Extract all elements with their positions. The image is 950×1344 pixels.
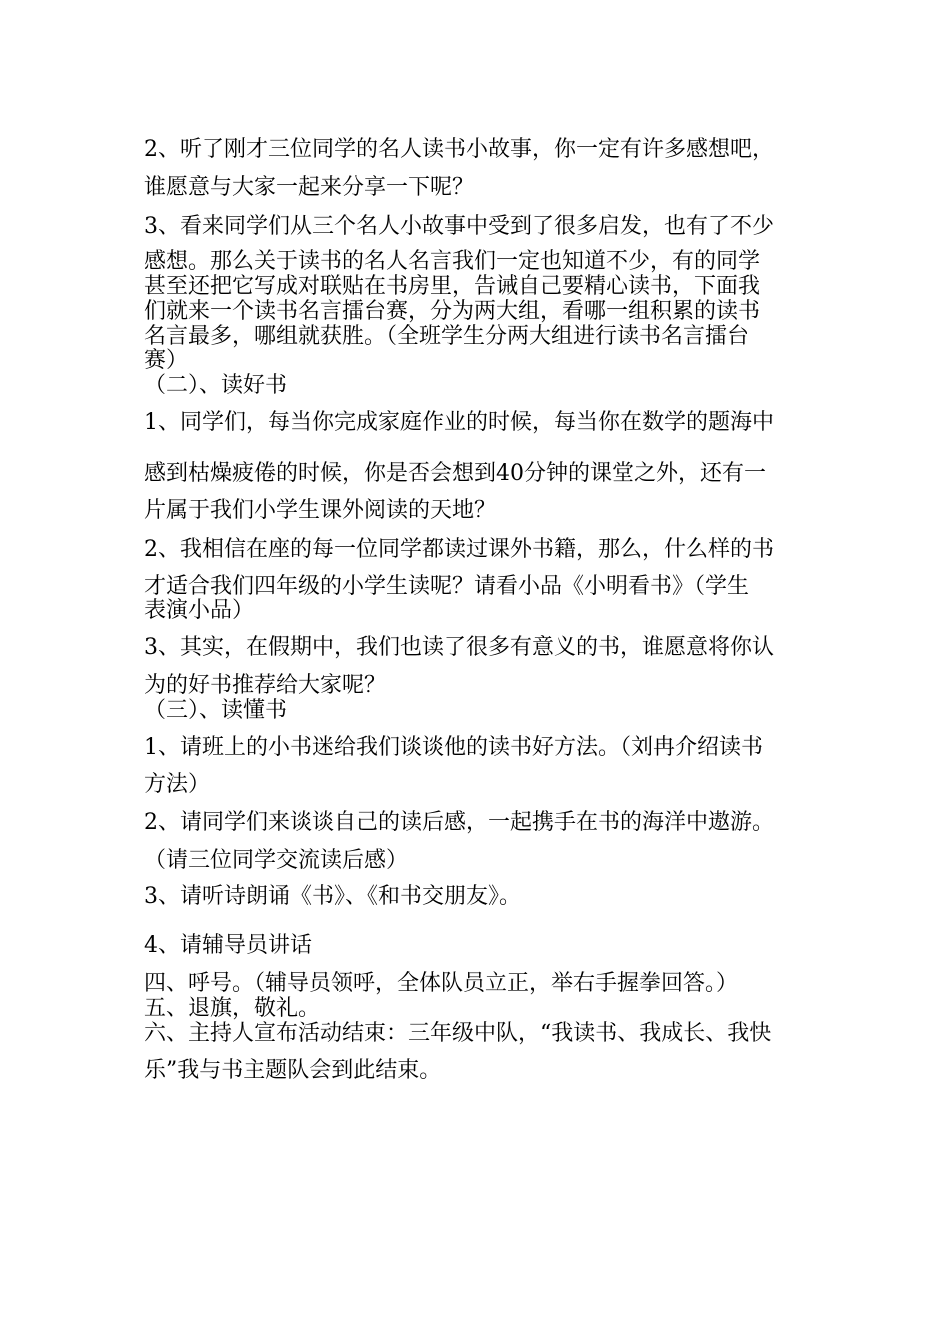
text-line: 谁愿意与大家一起来分享一下呢？ [144, 175, 475, 200]
text-line: 感到枯燥疲倦的时候，你是否会想到40分钟的课堂之外，还有一 [144, 461, 766, 486]
text-line: 3、看来同学们从三个名人小故事中受到了很多启发，也有了不少 [144, 214, 774, 239]
text-line: 3、其实，在假期中，我们也读了很多有意义的书，谁愿意将你认 [144, 635, 774, 660]
text-line: 为的好书推荐给大家呢？ [144, 673, 387, 698]
text-line: 2、听了刚才三位同学的名人读书小故事，你一定有许多感想吧， [144, 137, 774, 162]
text-line: 2、我相信在座的每一位同学都读过课外书籍，那么，什么样的书 [144, 537, 774, 562]
text-line: 4、请辅导员讲话 [144, 933, 312, 958]
text-line: 甚至还把它写成对联贴在书房里，告诫自己要精心读书，下面我 [144, 274, 761, 299]
text-line: 们就来一个读书名言擂台赛，分为两大组，看哪一组积累的读书 [144, 299, 761, 324]
text-line: 六、主持人宣布活动结束：三年级中队，“我读书、我成长、我快 [144, 1021, 772, 1046]
text-line: 乐”我与书主题队会到此结束。 [144, 1058, 442, 1083]
text-line: 3、请听诗朗诵《书》、《和书交朋友》。 [144, 884, 521, 909]
text-line: （请三位同学交流读后感） [144, 848, 409, 873]
text-line: 1、请班上的小书迷给我们谈谈他的读书好方法。（刘冉介绍读书 [144, 735, 763, 760]
text-line: 四、呼号。（辅导员领呼，全体队员立正，举右手握拳回答。） [144, 971, 739, 996]
text-line: 方法） [144, 772, 211, 797]
text-line: 五、退旗，敬礼。 [144, 996, 321, 1021]
text-line: 名言最多，哪组就获胜。（全班学生分两大组进行读书名言擂台 [144, 324, 750, 349]
text-line: 2、请同学们来谈谈自己的读后感，一起携手在书的海洋中遨游。 [144, 810, 774, 835]
text-line: 1、同学们，每当你完成家庭作业的时候，每当你在数学的题海中 [144, 410, 774, 435]
text-line: 表演小品） [144, 598, 255, 623]
text-line: 片属于我们小学生课外阅读的天地？ [144, 498, 497, 523]
text-line: 才适合我们四年级的小学生读呢？请看小品《小明看书》（学生 [144, 574, 750, 599]
section-heading: （二）、读好书 [144, 373, 288, 398]
text-line: 赛） [144, 348, 189, 373]
section-heading: （三）、读懂书 [144, 698, 288, 723]
text-line: 感想。那么关于读书的名人名言我们一定也知道不少，有的同学 [144, 249, 761, 274]
